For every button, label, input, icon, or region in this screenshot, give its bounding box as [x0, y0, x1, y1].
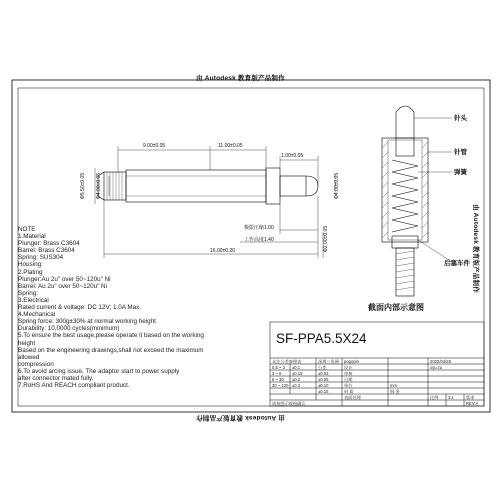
note-line: height — [18, 339, 36, 347]
tol-range: 30 ~ 120 — [272, 383, 289, 388]
tb-date: 2022/04/28 — [430, 359, 451, 364]
part-number: SF-PPA5.5X24 — [276, 331, 367, 346]
tol-value2: ±0.10 — [318, 383, 329, 388]
tb-pogopin: pogopin — [344, 359, 359, 364]
dim-label: 工作高度1.40 — [244, 237, 274, 243]
dim-label: Φ4.00±0.05 — [334, 172, 341, 200]
watermark-top: 由 Autodesk 教育版产品制作 — [196, 75, 285, 82]
note-line: Rated current & voltage: DC 12V; 1.0A Max. — [18, 304, 141, 312]
tb-finish-label: 表面处理 — [344, 395, 361, 400]
tb-cell: 日期 — [344, 377, 353, 382]
tol-range: 6 ~ 30 — [272, 377, 284, 382]
note-line: Based on the engineering drawings,shall not exceed the maximum — [18, 346, 204, 354]
tol-value: ±0.15 — [292, 371, 303, 376]
tb-footer: 请按图示规格确认 — [272, 401, 306, 406]
tb-material: 铜 金 — [390, 389, 400, 394]
note-line: Spring: — [18, 289, 38, 297]
note-line: Spring: SUS304 — [18, 254, 64, 262]
note-line: 6.To avoid arcing issue, The adaptor start to power supply — [18, 367, 180, 375]
note-line: Housing: — [18, 261, 43, 269]
dim-label: Φ5.50±0.05 — [80, 172, 87, 200]
note-line: compression — [18, 360, 54, 368]
note-line: allowed — [18, 353, 40, 361]
section-label: 弹簧 — [454, 169, 467, 176]
tol-value: ±0.1 — [292, 365, 301, 370]
section-label: 后塞车件 — [444, 260, 470, 267]
tb-version: REV:A — [466, 401, 479, 406]
dim-label: 16.00±0.20 — [210, 248, 235, 254]
note-line: 7.RoHS And REACH compliant product. — [18, 382, 130, 390]
tb-cell: 设计 — [344, 365, 353, 370]
dim-label: 极限压缩1.00 — [244, 225, 274, 231]
note-line: 5.To ensure the best usage,please operate it based on the working — [18, 332, 204, 340]
tb-unit: mm — [390, 383, 397, 388]
note-line: 2.Plating — [18, 268, 43, 276]
dim-label: Φ2.00±0.05 — [323, 225, 330, 253]
tb-cell: 审核 — [344, 371, 353, 376]
tol-range: 0.5 ~ 3 — [272, 365, 285, 370]
tb-ratio: 1:1 — [448, 395, 454, 400]
tb-designer: xyu zu — [430, 365, 443, 370]
section-view — [382, 106, 452, 296]
note-line: Plunger:Au 2u" over 50~120u" Ni — [18, 275, 111, 283]
section-title: 截面内部示意图 — [368, 303, 424, 312]
note-line: Barrel: Au 2u" over 50~120u" Ni — [18, 282, 108, 290]
note-line: Durability: 10,0000 cycles(minimum) — [18, 325, 120, 333]
note-line: 3.Electrical — [18, 296, 49, 304]
tb-cell: 公差 — [318, 365, 327, 370]
tb-company: 深圳三角洲 — [318, 359, 339, 364]
note-line: 1.Material — [18, 233, 46, 241]
tb-cell: 单位 — [344, 383, 353, 388]
watermark-right: 由 Autodesk 教育版产品制作 — [471, 204, 479, 293]
dim-label: 1.00±0.05 — [281, 153, 304, 159]
dim-label: Φ4.00±0.05 — [96, 172, 103, 200]
tb-cell: 未注公差参照表 — [272, 359, 302, 364]
tb-material-label: 材 质 — [344, 389, 354, 394]
notes-block — [18, 226, 268, 389]
tol-value: ±0.3 — [292, 383, 301, 388]
tol-value2: ±0.05 — [318, 377, 329, 382]
tol-value: ±0.2 — [292, 377, 301, 382]
tol-range: 3 ~ 6 — [272, 371, 282, 376]
dim-label: 11.00±0.05 — [218, 143, 243, 149]
tb-version-label: 版本 — [466, 395, 475, 400]
watermark-bottom: 由 Autodesk 教育版产品制作 — [196, 414, 285, 421]
notes-heading: NOTE — [18, 226, 36, 233]
note-line: Plunger: Brass C3604 — [18, 240, 80, 248]
note-line: Barrel: Brass C3604 — [18, 247, 75, 255]
note-line: after connector mated fully. — [18, 374, 94, 382]
tol-value2: ±0.03 — [318, 371, 329, 376]
section-label: 针管 — [454, 149, 467, 156]
section-label: 针头 — [454, 115, 467, 122]
note-line: Spring force: 300g±30% at normal working height — [18, 318, 156, 326]
dim-label: 9.00±0.05 — [143, 143, 166, 149]
tb-ratio-label: 比例 — [430, 395, 439, 400]
note-line: 4.Mechanical — [18, 311, 56, 319]
tol-value2: ±0.15 — [318, 389, 329, 394]
side-view — [98, 168, 318, 204]
